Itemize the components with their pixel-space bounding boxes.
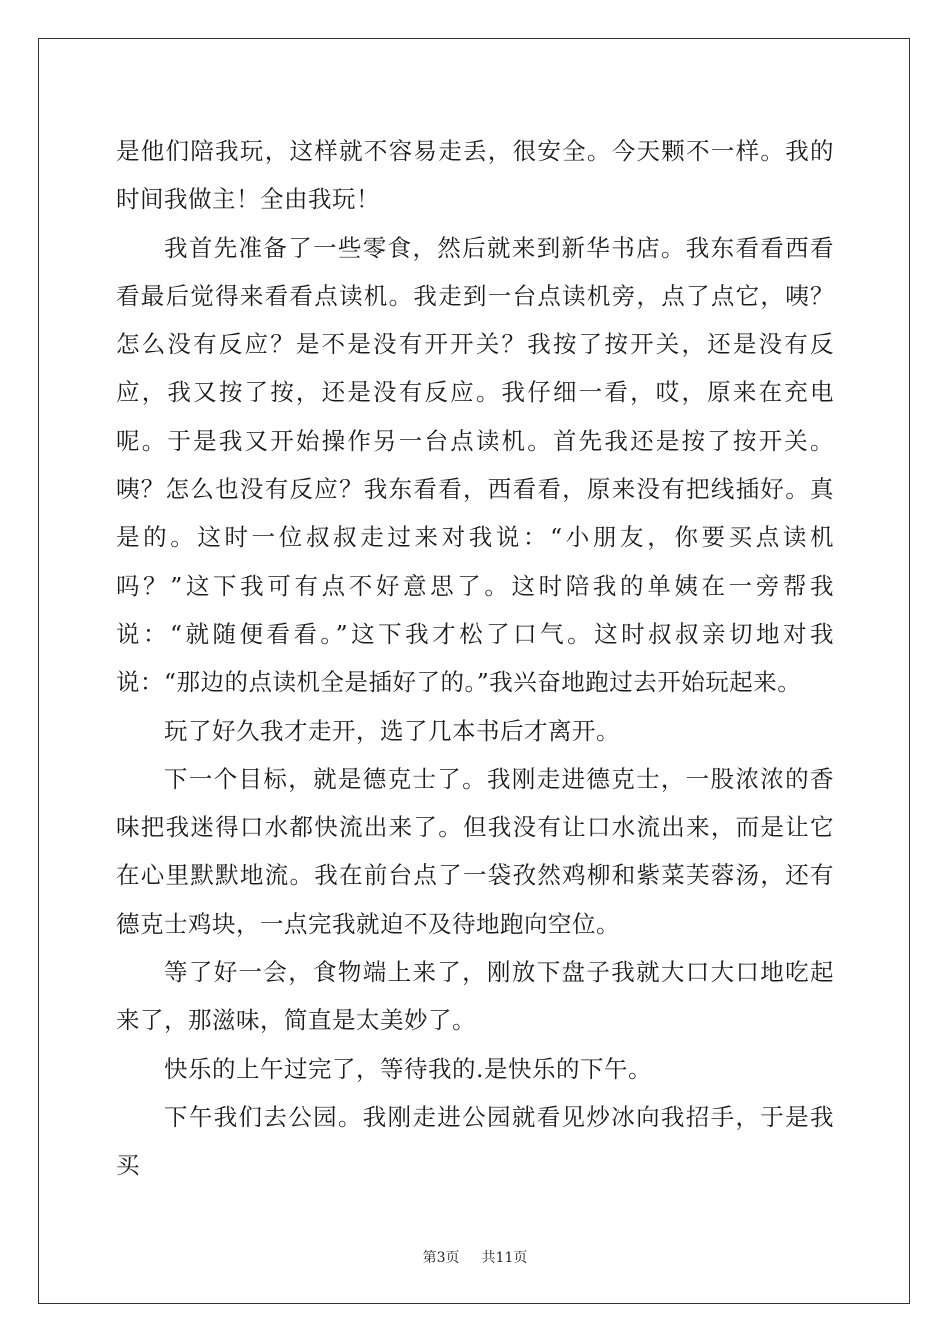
paragraph-2: 我首先准备了一些零食，然后就来到新华书店。我东看看西看看最后觉得来看看点读机。我走到一台点读机旁，点了点它，咦？怎么没有反应？是不是没有开开关？我按了按开关，还是没有反应，我又按了按，还是没有反应。我仔细一看，哎，原来在充电呢。于是我又开始操作另一台点读机。首先我还是按了按开关。咦？怎么也没有反应？我东看看，西看看，原来没有把线插好。真是的。这时一位叔叔走过来对我说：“小朋友，你要买点读机吗？”这下我可有点不好意思了。这时陪我的单姨在一旁帮我说：“就随便看看。”这下我才松了口气。这时叔叔亲切地对我说：“那边的点读机全是插好了的。”我兴奋地跑过去开始玩起来。 — [116, 233, 834, 697]
document-body — [116, 127, 834, 1190]
paragraph-3: 玩了好久我才走开，选了几本书后才离开。 — [164, 716, 620, 745]
paragraph-7: 下午我们去公园。我刚走进公园就看见炒冰向我招手，于是我买 — [116, 1102, 834, 1180]
paragraph-5: 等了好一会，食物端上来了，刚放下盘子我就大口大口地吃起来了，那滋味，简直是太美妙了。 — [116, 958, 834, 1035]
paragraph-6: 快乐的上午过完了，等待我的.是快乐的下午。 — [164, 1054, 652, 1083]
page-number: 第3页 — [422, 1250, 460, 1266]
page-total: 共11页 — [481, 1250, 528, 1266]
paragraph-1: 是他们陪我玩，这样就不容易走丢，很安全。今天颗不一样。我的时间我做主！全由我玩！ — [116, 137, 834, 214]
paragraph-4: 下一个目标，就是德克士了。我刚走进德克士，一股浓浓的香味把我迷得口水都快流出来了。但我没有让口水流出来，而是让它在心里默默地流。我在前台点了一袋孜然鸡柳和紫菜芙蓉汤，还有德克士鸡块，一点完我就迫不及待地跑向空位。 — [116, 764, 834, 938]
page-footer — [0, 1247, 950, 1267]
